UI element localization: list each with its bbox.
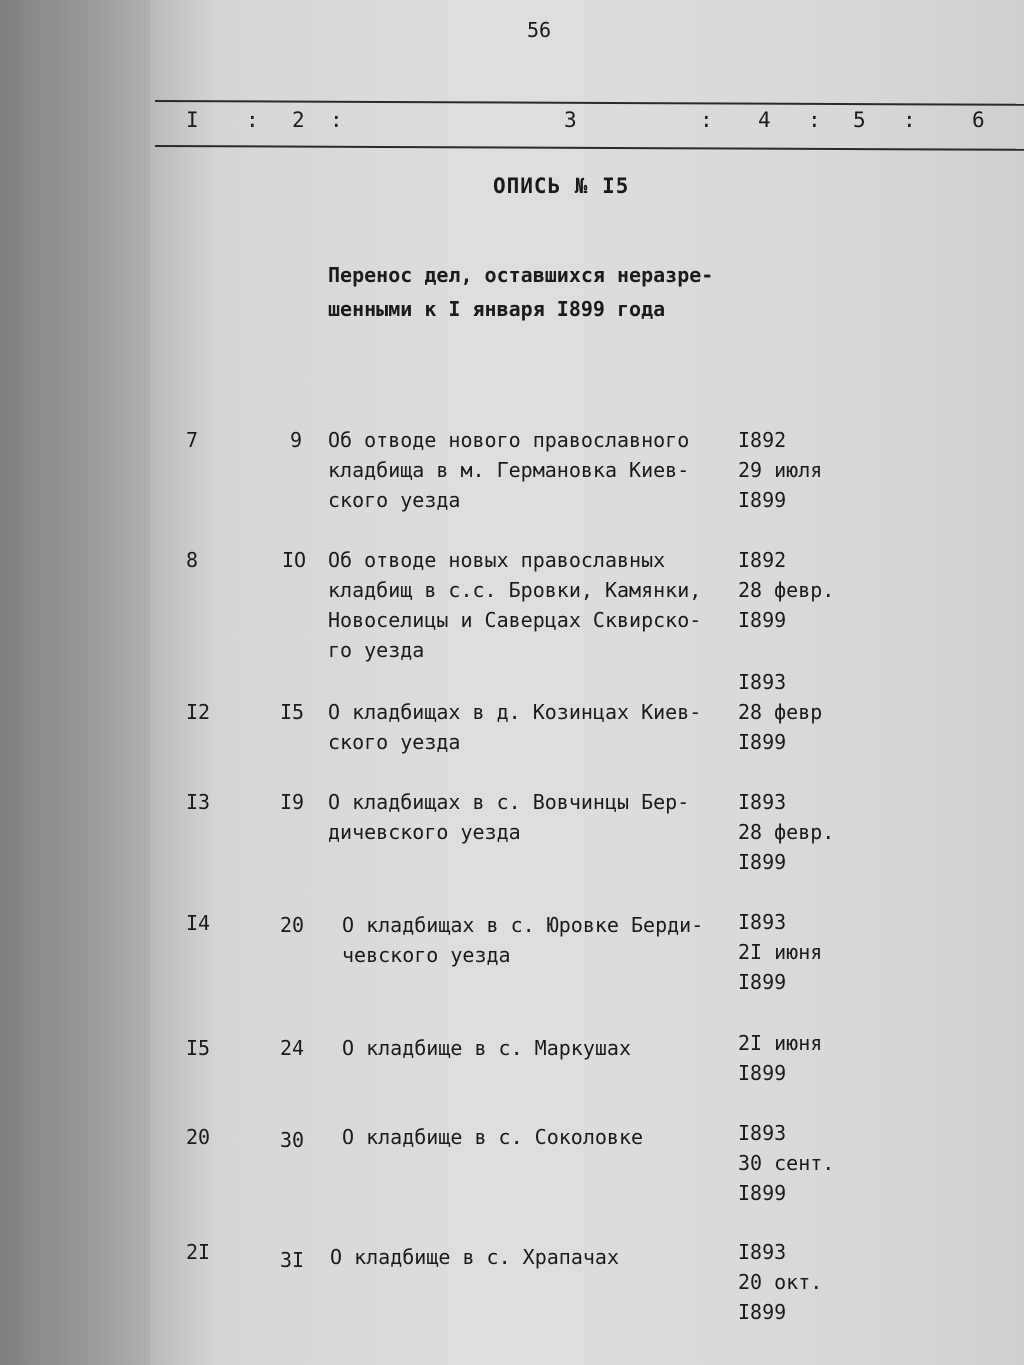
date-line: 2I июня (738, 1031, 823, 1055)
adjacent-page-edge (0, 0, 160, 1365)
description-line: Новоселицы и Саверцах Сквирско- (328, 608, 702, 632)
date-line: I893 (738, 790, 787, 814)
row-number: 20 (186, 1125, 211, 1149)
description-line: О кладбищах в с. Вовчинцы Бер- (328, 790, 690, 814)
description-line: кладбища в м. Германовка Киев- (328, 458, 690, 482)
date-line: I899 (738, 970, 787, 994)
case-number: 9 (290, 428, 303, 452)
case-description (328, 697, 728, 757)
case-description (328, 787, 728, 847)
case-description (342, 1033, 742, 1063)
page-number: 56 (527, 18, 552, 42)
description-line: го уезда (328, 638, 425, 662)
date-line: 30 сент. (738, 1151, 835, 1175)
date-line: I899 (738, 608, 787, 632)
row-number: I3 (186, 790, 211, 814)
column-header-2: 2 (292, 108, 305, 132)
case-dates (738, 1118, 848, 1208)
date-line: I893 (738, 1240, 787, 1264)
date-line: I899 (738, 1300, 787, 1324)
case-description (328, 425, 728, 515)
case-description (342, 1122, 742, 1152)
case-dates (738, 667, 848, 757)
column-header-5: 5 (853, 108, 866, 132)
date-line: 28 февр (738, 700, 823, 724)
date-line: I892 (738, 428, 787, 452)
subtitle-line: шенными к I января I899 года (328, 297, 666, 321)
case-dates (738, 1237, 848, 1327)
description-line: ского уезда (328, 730, 461, 754)
description-line: О кладбище в с. Храпачах (330, 1245, 619, 1269)
document-page (150, 0, 1024, 1365)
inventory-subtitle (328, 258, 748, 326)
date-line: 20 окт. (738, 1270, 823, 1294)
date-line: I893 (738, 670, 787, 694)
description-line: О кладбище в с. Соколовке (342, 1125, 644, 1149)
case-description (342, 910, 742, 970)
case-number: I9 (280, 790, 305, 814)
description-line: О кладбище в с. Маркушах (342, 1036, 631, 1060)
date-line: I899 (738, 1061, 787, 1085)
row-number: I4 (186, 911, 211, 935)
column-header-6: 6 (972, 108, 985, 132)
case-dates (738, 907, 848, 997)
row-number: I2 (186, 700, 211, 724)
case-number: 20 (280, 913, 305, 937)
date-line: I899 (738, 730, 787, 754)
column-header-4: 4 (758, 108, 771, 132)
row-number: I5 (186, 1036, 211, 1060)
subtitle-line: Перенос дел, оставшихся неразре- (328, 263, 714, 287)
description-line: Об отводе новых православных (328, 548, 666, 572)
date-line: 28 февр. (738, 578, 835, 602)
date-line: 2I июня (738, 940, 823, 964)
date-line: I892 (738, 548, 787, 572)
row-number: 2I (186, 1240, 211, 1264)
case-dates (738, 545, 848, 635)
case-number: IO (282, 548, 307, 572)
description-line: дичевского уезда (328, 820, 521, 844)
case-dates (738, 1028, 848, 1088)
case-description (330, 1242, 730, 1272)
case-description (328, 545, 728, 665)
case-number: 3I (280, 1248, 305, 1272)
case-dates (738, 787, 848, 877)
column-separator: : (903, 108, 916, 132)
date-line: I893 (738, 910, 787, 934)
date-line: I899 (738, 850, 787, 874)
column-header-1: I (186, 108, 199, 132)
date-line: 28 февр. (738, 820, 835, 844)
description-line: кладбищ в с.с. Бровки, Камянки, (328, 578, 702, 602)
description-line: Об отводе нового православного (328, 428, 690, 452)
inventory-title: ОПИСЬ № I5 (493, 174, 630, 198)
date-line: I899 (738, 488, 787, 512)
column-header-3: 3 (564, 108, 577, 132)
date-line: I893 (738, 1121, 787, 1145)
description-line: О кладбищах в д. Козинцах Киев- (328, 700, 702, 724)
column-separator: : (700, 108, 713, 132)
column-separator: : (330, 108, 343, 132)
description-line: О кладбищах в с. Юровке Берди- (342, 913, 704, 937)
case-number: I5 (280, 700, 305, 724)
case-number: 24 (280, 1036, 305, 1060)
row-number: 7 (186, 428, 199, 452)
row-number: 8 (186, 548, 199, 572)
description-line: чевского уезда (342, 943, 511, 967)
column-separator: : (808, 108, 821, 132)
date-line: 29 июля (738, 458, 823, 482)
case-number: 30 (280, 1128, 305, 1152)
column-separator: : (246, 108, 259, 132)
date-line: I899 (738, 1181, 787, 1205)
case-dates (738, 425, 848, 515)
description-line: ского уезда (328, 488, 461, 512)
